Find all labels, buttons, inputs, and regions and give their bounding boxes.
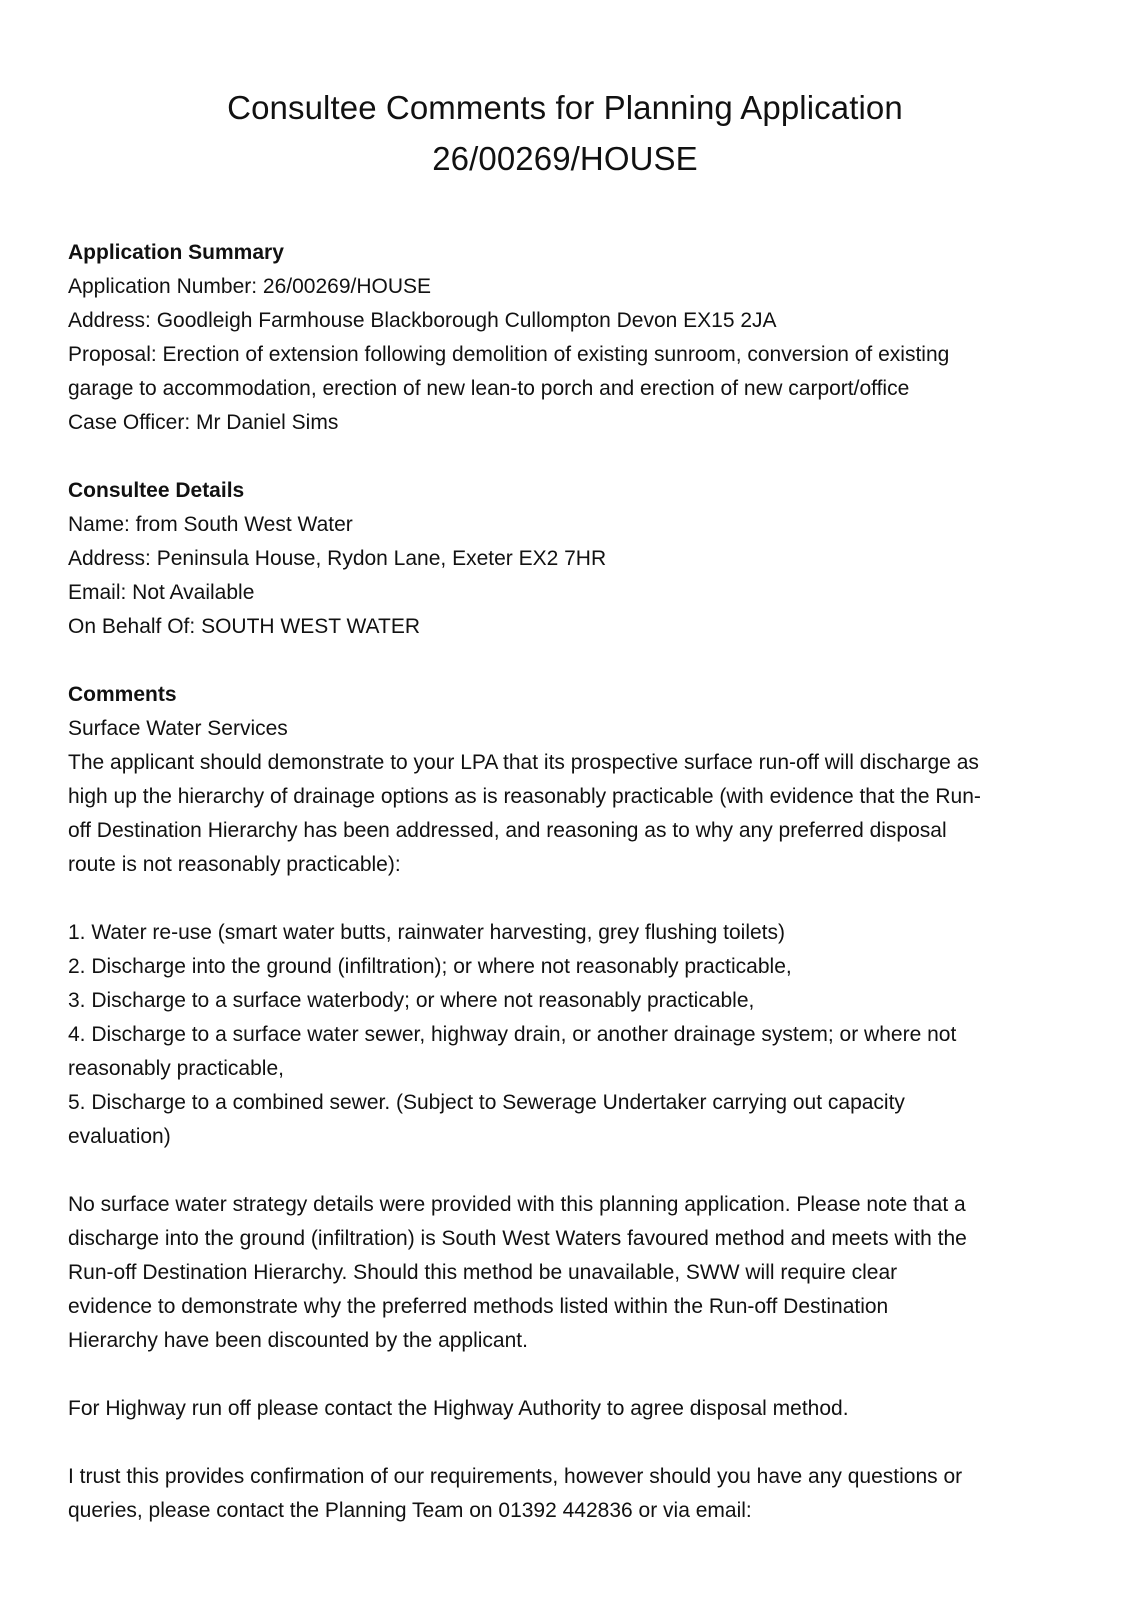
strategy-line-5: Hierarchy have been discounted by the applicant. (68, 1329, 528, 1352)
paragraph-spacer (68, 1426, 1062, 1460)
application-number: Application Number: 26/00269/HOUSE (68, 275, 432, 298)
consultee-details-heading: Consultee Details (68, 479, 245, 502)
strategy-line-2: discharge into the ground (infiltration) is South West Waters favoured method and meets with the (68, 1227, 967, 1250)
paragraph-spacer (68, 1358, 1062, 1392)
strategy-line-3: Run-off Destination Hierarchy. Should this method be unavailable, SWW will require clear (68, 1261, 898, 1284)
case-officer: Case Officer: Mr Daniel Sims (68, 411, 339, 434)
intro-line-4: route is not reasonably practicable): (68, 853, 401, 876)
strategy-paragraph (68, 1188, 1062, 1358)
list-item: 1. Water re-use (smart water butts, rainwater harvesting, grey flushing toilets) (68, 921, 785, 944)
intro-line-2: high up the hierarchy of drainage options as is reasonably practicable (with evidence that the Run- (68, 785, 981, 808)
proposal-line-2: garage to accommodation, erection of new lean-to porch and erection of new carport/office (68, 377, 910, 400)
strategy-line-4: evidence to demonstrate why the preferred methods listed within the Run-off Destination (68, 1295, 889, 1318)
proposal-line-1: Proposal: Erection of extension following demolition of existing sunroom, conversion of existing (68, 343, 950, 366)
consultee-email: Email: Not Available (68, 581, 255, 604)
consultee-on-behalf-of: On Behalf Of: SOUTH WEST WATER (68, 615, 421, 638)
document-title-line-1: Consultee Comments for Planning Application (227, 89, 903, 126)
consultee-name: Name: from South West Water (68, 513, 353, 536)
list-item: 5. Discharge to a combined sewer. (Subject to Sewerage Undertaker carrying out capacity (68, 1091, 905, 1114)
list-item: 2. Discharge into the ground (infiltration); or where not reasonably practicable, (68, 955, 792, 978)
drainage-hierarchy-list (68, 916, 1062, 1154)
comments-section (68, 678, 1062, 1528)
application-summary-section (68, 236, 1062, 440)
application-summary-heading: Application Summary (68, 241, 284, 264)
intro-line-3: off Destination Hierarchy has been addressed, and reasoning as to why any preferred disposal (68, 819, 947, 842)
intro-paragraph (68, 746, 1062, 882)
comments-subheading: Surface Water Services (68, 717, 288, 740)
list-item: reasonably practicable, (68, 1057, 284, 1080)
list-item: evaluation) (68, 1125, 171, 1148)
highway-paragraph: For Highway run off please contact the Highway Authority to agree disposal method. (68, 1397, 849, 1420)
list-item: 4. Discharge to a surface water sewer, highway drain, or another drainage system; or where not (68, 1023, 957, 1046)
closing-paragraph (68, 1460, 1062, 1528)
closing-line-2: queries, please contact the Planning Team on 01392 442836 or via email: (68, 1499, 752, 1522)
document-title-line-2: 26/00269/HOUSE (432, 140, 698, 177)
application-address: Address: Goodleigh Farmhouse Blackborough Cullompton Devon EX15 2JA (68, 309, 777, 332)
consultee-address: Address: Peninsula House, Rydon Lane, Exeter EX2 7HR (68, 547, 607, 570)
document-title (68, 82, 1062, 184)
strategy-line-1: No surface water strategy details were provided with this planning application. Please note that a (68, 1193, 966, 1216)
intro-line-1: The applicant should demonstrate to your LPA that its prospective surface run-off will discharge as (68, 751, 979, 774)
comments-heading: Comments (68, 683, 177, 706)
list-item: 3. Discharge to a surface waterbody; or where not reasonably practicable, (68, 989, 755, 1012)
closing-line-1: I trust this provides confirmation of our requirements, however should you have any questions or (68, 1465, 963, 1488)
consultee-details-section (68, 474, 1062, 644)
